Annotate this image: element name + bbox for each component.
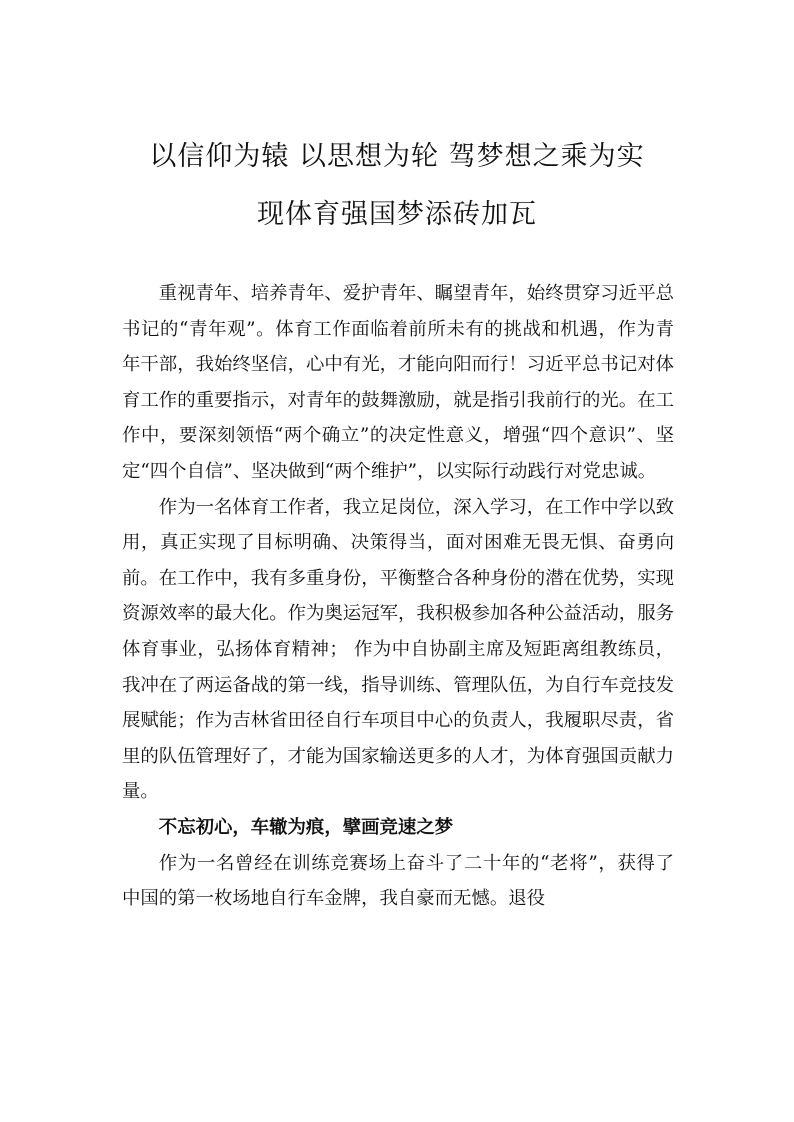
document-title-line-1: 以信仰为辕 以思想为轮 驾梦想之乘为实 bbox=[149, 141, 645, 172]
document-body bbox=[122, 276, 674, 917]
paragraph-2: 作为一名体育工作者，我立足岗位，深入学习，在工作中学以致用，真正实现了目标明确、决策得当，面对困难无畏无惧、奋勇向前。在工作中，我有多重身份，平衡整合各种身份的潜在优势，实现资源效率的最大化。作为奥运冠军，我积极参加各种公益活动，服务体育事业，弘扬体育精神； 作为中自协副主席及短距离组教练员，我冲在了两运备战的第一线，指导训练、管理队伍，为自行车竞技发展赋能；作为吉林省田径自行车项目中心的负责人，我履职尽责，省里的队伍管理好了，才能为国家输送更多的人才，为体育强国贡献力量。 bbox=[122, 496, 674, 803]
paragraph-1: 重视青年、培养青年、爱护青年、瞩望青年，始终贯穿习近平总书记的“青年观”。体育工作面临着前所未有的挑战和机遇，作为青年干部，我始终坚信，心中有光，才能向阳而行！习近平总书记对体育工作的重要指示，对青年的鼓舞激励，就是指引我前行的光。在工作中，要深刻领悟“两个确立”的决定性意义，增强“四个意识”、坚定“四个自信”、坚决做到“两个维护”，以实际行动践行对党忠诚。 bbox=[122, 283, 674, 482]
document-title-line-2: 现体育强国梦添砖加瓦 bbox=[257, 199, 537, 230]
paragraph-3: 作为一名曾经在训练竞赛场上奋斗了二十年的“老将”，获得了中国的第一枚场地自行车金牌，我自豪而无憾。退役 bbox=[122, 852, 674, 910]
section-heading: 不忘初心，车辙为痕，擘画竞速之梦 bbox=[158, 816, 454, 838]
